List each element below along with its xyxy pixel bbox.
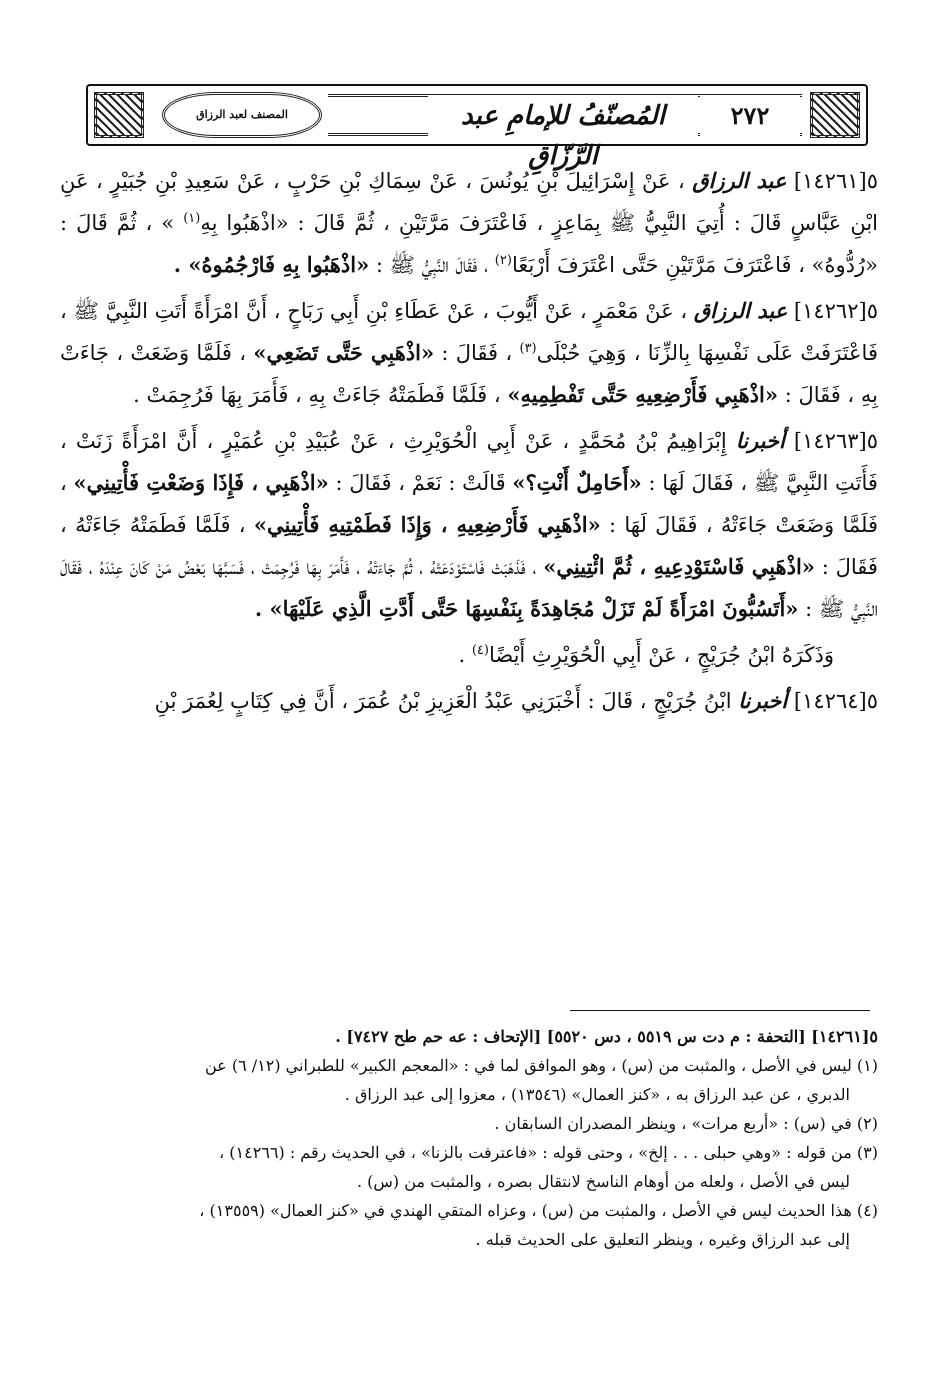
hadith-text: ، فَقَالَ : — [441, 341, 513, 365]
prophetic-saying: «اذْهَبِي فَأَرْضِعِيهِ حَتَّى تَفْطِمِيهِ» — [507, 382, 778, 407]
hadith-number: ٥[١٤٢٦٢] — [793, 299, 878, 323]
prophetic-saying: «اذْهَبِي فَاسْتَوْدِعِيهِ ، ثُمَّ ائْتِينِي» — [543, 554, 815, 579]
footnote-1-continued: الدبري ، عن عبد الرزاق به ، «كنز العمال» (١٣٥٤٦) ، معزوا إلى عبد الرزاق . — [344, 1085, 850, 1104]
hadith-number: ٥[١٤٢٦٤] — [793, 689, 878, 713]
hadith-text: ، فَذَهَبَتْ فَاسْتَوْدَعَتْهُ ، ثُمَّ جَاءَتْهُ ، فَأَمَرَ بِهَا فَرُجِمَتْ ، فَسَبَّهَا بَعْضُ مَنْ كَانَ عِنْدَهُ ، فَقَالَ النَّبِيُّ ﷺ : — [60, 555, 878, 621]
prophetic-saying: «أَتَسُبُّونَ امْرَأَةً لَمْ تَزَلْ مُجَاهِدَةً بِنَفْسِهَا حَتَّى أَدَّتِ الَّذِي عَلَيْهَا» . — [254, 596, 799, 621]
footnote-text: في (س) : «أربع مرات» ، وينظر المصدران السابقان . — [494, 1114, 852, 1133]
header-ornament-right — [810, 92, 860, 138]
footnote-label: (٢) — [856, 1114, 878, 1133]
hadith-14264 — [60, 680, 878, 722]
page-number: ٢٧٢ — [700, 96, 800, 136]
hadith-text: ، فَلَمَّا فَطَمَتْهُ جَاءَتْهُ ، فَقَالَ : — [60, 513, 878, 579]
footnote-ref: (١) — [183, 211, 201, 226]
hadith-source: أخبرنا — [738, 688, 788, 713]
prophetic-saying: «أَحَامِلٌ أَنْتِ؟» — [512, 470, 642, 495]
footnote-2 — [60, 1109, 878, 1138]
header-ornament-left — [94, 92, 144, 138]
footnote-label: (١) — [856, 1056, 878, 1075]
footnote-ref: (٤) — [471, 643, 489, 658]
hadith-text: إِبْرَاهِيمُ بْنُ مُحَمَّدٍ ، عَنْ أَبِي الْحُوَيْرِثِ ، عَنْ عُبَيْدِ بْنِ عُمَيْرٍ ، أَنَّ امْرَأَةً زَنَتْ ، فَأَتَتِ النَّبِيَّ ﷺ ، فَقَالَ لَهَا : — [60, 429, 878, 495]
footnote-ref: (٢) — [494, 253, 512, 268]
hadith-text: ، فَقَالَ النَّبِيُّ ﷺ : — [375, 253, 489, 277]
running-title: المُصنّفُ للإمامِ عبد الرَّزّاقِ — [428, 96, 698, 136]
prophetic-saying: «اذْهَبُوا بِهِ فَارْجُمُوهُ» . — [173, 252, 370, 277]
footnote-label: (٣) — [856, 1143, 878, 1162]
hadith-text: ، فَلَمَّا وَضَعَتْ ، جَاءَتْ بِهِ ، فَقَالَ : — [60, 341, 878, 407]
extra-note-line — [60, 634, 878, 676]
footnote-text: هذا الحديث ليس في الأصل ، والمثبت من (س) ، وعزاه المتقي الهندي في «كنز العمال» (١٣٥٥٩) ، — [199, 1201, 852, 1220]
hadith-number: ٥[١٤٢٦١] — [793, 169, 878, 193]
footnote-text: ليس في الأصل ، والمثبت من (س) ، وهو الموافق لما في : «المعجم الكبير» للطبراني (١٢/ ٦) عن — [205, 1056, 852, 1075]
book-seal-logo: المصنف لعبد الرزاق — [162, 92, 322, 138]
main-text — [60, 160, 878, 726]
footnote-1 — [60, 1051, 878, 1080]
hadith-14262 — [60, 290, 878, 416]
prophetic-saying: «اذْهَبِي حَتَّى تَضَعِي» — [253, 340, 435, 365]
hadith-text: » ، ثُمَّ قَالَ : «رُدُّوهُ» ، فَاعْتَرَفَ مَرَّتَيْنِ حَتَّى اعْتَرَفَ أَرْبَعًا — [60, 211, 878, 277]
hadith-text: ابْنُ جُرَيْجٍ ، قَالَ : أَخْبَرَنِي عَبْدُ الْعَزِيزِ بْنُ عُمَرَ ، أَنَّ فِي كِتَابٍ لِعُمَرَ بْنِ — [154, 689, 732, 713]
footnote-label: (٤) — [856, 1201, 878, 1220]
hadith-text: ، عَنْ إِسْرَائِيلَ بْنِ يُونُسَ ، عَنْ سِمَاكِ بْنِ حَرْبٍ ، عَنْ سَعِيدِ بْنِ جُبَيْرٍ ، عَنِ ابْنِ عَبَّاسٍ قَالَ : أُتِيَ النَّبِيُّ ﷺ بِمَاعِزٍ ، فَاعْتَرَفَ مَرَّتَيْنِ ، ثُمَّ قَالَ : «اذْهَبُوا بِهِ — [60, 169, 878, 235]
hadith-text: ، فَلَمَّا فَطَمَتْهُ جَاءَتْ بِهِ ، فَأَمَرَ بِهَا فَرُجِمَتْ . — [133, 383, 501, 407]
hadith-14263 — [60, 420, 878, 630]
hadith-number: ٥[١٤٢٦٣] — [793, 429, 879, 453]
footnote-4-continued: إلى عبد الرزاق وغيره ، وينظر التعليق على الحديث قبله . — [475, 1230, 850, 1249]
hadith-14261 — [60, 160, 878, 286]
hadith-text: . — [458, 643, 466, 667]
footnote-3 — [60, 1138, 878, 1167]
hadith-text: وَذَكَرَهُ ابْنُ جُرَيْجٍ ، عَنْ أَبِي الْحُوَيْرِثِ أَيْضًا — [488, 643, 834, 667]
hadith-source: عبد الرزاق — [692, 168, 787, 193]
footnote-ref: (٣) — [519, 341, 537, 356]
hadith-text: قَالَتْ : نَعَمْ ، فَقَالَ : — [335, 471, 506, 495]
prophetic-saying: «اذْهَبِي ، فَإِذَا وَضَعْتِ فَأْتِينِي» — [73, 470, 329, 495]
footnote-4 — [60, 1196, 878, 1225]
hadith-source: عبد الرزاق — [693, 298, 788, 323]
page-header — [86, 84, 868, 171]
hadith-text: ، عَنْ مَعْمَرٍ ، عَنْ أَيُّوبَ ، عَنْ عَطَاءِ بْنِ أَبِي رَبَاحٍ ، أَنَّ امْرَأَةً أَتَتِ النَّبِيَّ ﷺ ، فَاعْتَرَفَتْ عَلَى نَفْسِهَا بِالزِّنَا ، وَهِيَ حُبْلَى — [60, 299, 878, 365]
footnote-text: من قوله : «وهي حبلى . . . إلخ» ، وحتى قوله : «فاعترفت بالزنا» ، في الحديث رقم : (١٤٢٦٦) ، — [219, 1143, 852, 1162]
footnote-3-continued: ليس في الأصل ، ولعله من أوهام الناسخ لانتقال بصره ، والمثبت من (س) . — [356, 1172, 850, 1191]
footnotes — [60, 1022, 878, 1254]
footnote-divider — [570, 1010, 870, 1011]
hadith-source: أخبرنا — [735, 428, 785, 453]
hadith-text: ، فَلَمَّا وَضَعَتْ جَاءَتْهُ ، فَقَالَ لَهَا : — [60, 471, 879, 537]
prophetic-saying: «اذْهَبِي فَأَرْضِعِيهِ ، وَإِذَا فَطَمْتِيهِ فَأْتِينِي» — [253, 512, 601, 537]
tuhfa-reference: ٥[١٤٢٦١] [التحفة : م دت س ٥٥١٩ ، دس ٥٥٢٠] [الإتحاف : عه حم طح ٧٤٢٧] . — [335, 1027, 878, 1046]
